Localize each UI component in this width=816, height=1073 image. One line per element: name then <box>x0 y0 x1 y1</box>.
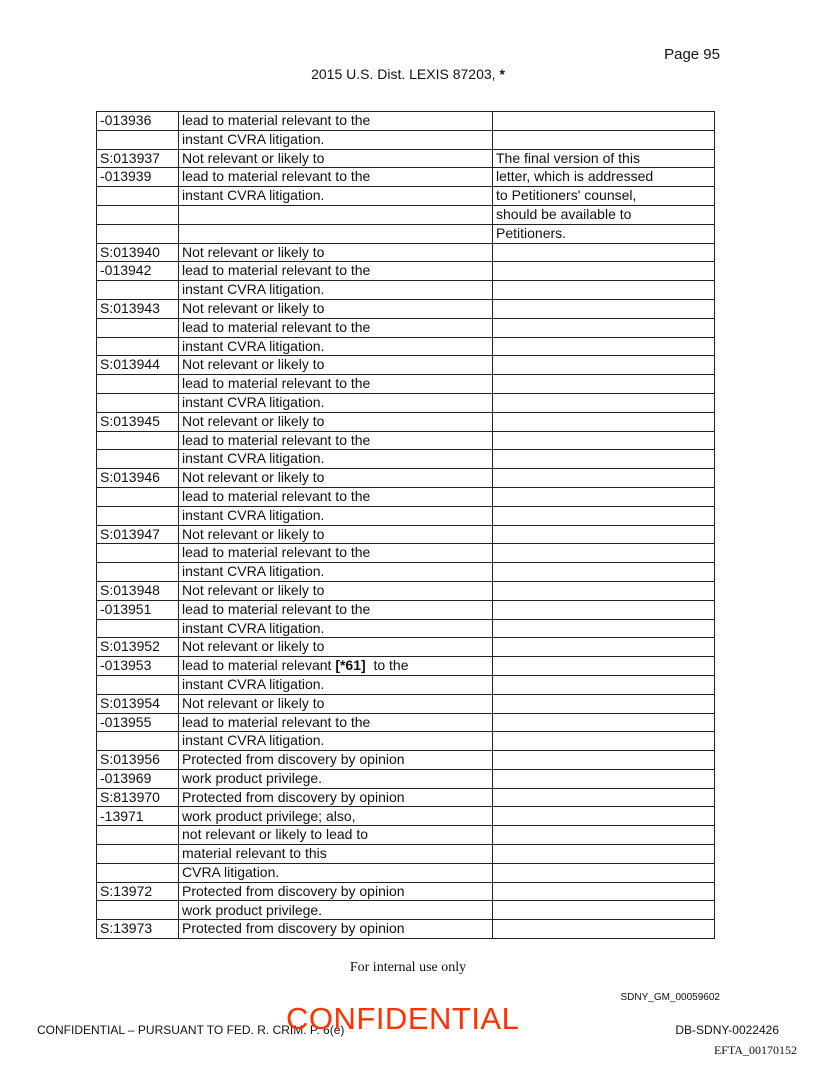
table-row <box>97 845 715 864</box>
page-marker: [*61] <box>335 657 366 674</box>
comment-cell: should be available to <box>493 205 715 224</box>
description-cell: lead to material relevant to the <box>179 487 493 506</box>
bates-cell: S:013944 <box>97 356 179 375</box>
bates-cell: -013969 <box>97 769 179 788</box>
description-cell: work product privilege. <box>179 769 493 788</box>
comment-cell <box>493 243 715 262</box>
bates-cell: -013953 <box>97 657 179 676</box>
efta-number: EFTA_00170152 <box>713 1043 797 1057</box>
table-row <box>97 224 715 243</box>
bates-cell: -013942 <box>97 262 179 281</box>
comment-cell <box>493 694 715 713</box>
page-marker-trailing-text: to the <box>365 657 409 674</box>
table-row <box>97 788 715 807</box>
bates-cell <box>97 130 179 149</box>
table-row <box>97 243 715 262</box>
description-cell: instant CVRA litigation. <box>179 281 493 300</box>
bates-number-db: DB-SDNY-0022426 <box>675 1023 779 1037</box>
table-row <box>97 769 715 788</box>
bates-cell: S:013952 <box>97 638 179 657</box>
bates-cell <box>97 845 179 864</box>
citation-text: 2015 U.S. Dist. LEXIS 87203, <box>311 66 496 82</box>
bates-cell: S:813970 <box>97 788 179 807</box>
description-cell: lead to material relevant to the <box>179 431 493 450</box>
comment-cell <box>493 713 715 732</box>
table-row <box>97 563 715 582</box>
bates-cell <box>97 863 179 882</box>
bates-cell: S:013945 <box>97 412 179 431</box>
page-number: Page 95 <box>664 46 720 63</box>
comment-cell <box>493 262 715 281</box>
bates-cell <box>97 563 179 582</box>
table-row <box>97 187 715 206</box>
comment-cell <box>493 318 715 337</box>
description-cell: Not relevant or likely to <box>179 299 493 318</box>
description-cell: Protected from discovery by opinion <box>179 920 493 939</box>
comment-cell <box>493 337 715 356</box>
comment-cell: Petitioners. <box>493 224 715 243</box>
comment-cell <box>493 807 715 826</box>
bates-cell <box>97 544 179 563</box>
table-row <box>97 675 715 694</box>
table-row <box>97 920 715 939</box>
bates-cell: S:013956 <box>97 751 179 770</box>
table-row <box>97 375 715 394</box>
table-row <box>97 299 715 318</box>
table-row <box>97 506 715 525</box>
description-cell: instant CVRA litigation. <box>179 675 493 694</box>
table-row <box>97 600 715 619</box>
description-cell: Not relevant or likely to <box>179 581 493 600</box>
table-row <box>97 732 715 751</box>
description-cell: work product privilege; also, <box>179 807 493 826</box>
comment-cell <box>493 638 715 657</box>
bates-cell: S:13973 <box>97 920 179 939</box>
table-row <box>97 581 715 600</box>
comment-cell <box>493 826 715 845</box>
table-row <box>97 112 715 131</box>
bates-cell <box>97 732 179 751</box>
bates-cell <box>97 205 179 224</box>
internal-use-note: For internal use only <box>349 960 467 975</box>
table-row <box>97 807 715 826</box>
table-row <box>97 469 715 488</box>
comment-cell <box>493 751 715 770</box>
confidential-stamp: CONFIDENTIAL <box>286 1001 520 1036</box>
comment-cell <box>493 600 715 619</box>
description-cell: not relevant or likely to lead to <box>179 826 493 845</box>
bates-cell <box>97 187 179 206</box>
bates-cell: S:013947 <box>97 525 179 544</box>
bates-cell: -013936 <box>97 112 179 131</box>
comment-cell <box>493 393 715 412</box>
comment-cell <box>493 675 715 694</box>
description-cell: instant CVRA litigation. <box>179 187 493 206</box>
description-cell: lead to material relevant to the <box>179 544 493 563</box>
description-cell: lead to material relevant [*61] to the <box>179 657 493 676</box>
table-row <box>97 694 715 713</box>
description-cell: lead to material relevant to the <box>179 375 493 394</box>
bates-cell <box>97 393 179 412</box>
bates-cell <box>97 375 179 394</box>
table-row <box>97 638 715 657</box>
bates-cell: S:013954 <box>97 694 179 713</box>
description-cell: Not relevant or likely to <box>179 149 493 168</box>
description-cell: Not relevant or likely to <box>179 525 493 544</box>
bates-number-sdny: SDNY_GM_00059602 <box>620 992 720 1003</box>
description-cell: Protected from discovery by opinion <box>179 882 493 901</box>
bates-cell <box>97 431 179 450</box>
bates-cell <box>97 337 179 356</box>
bates-cell <box>97 826 179 845</box>
comment-cell: The final version of this <box>493 149 715 168</box>
comment-cell <box>493 506 715 525</box>
table-row <box>97 130 715 149</box>
table-row <box>97 281 715 300</box>
bates-cell <box>97 619 179 638</box>
table-row <box>97 882 715 901</box>
description-cell: instant CVRA litigation. <box>179 337 493 356</box>
description-cell <box>179 224 493 243</box>
table-row <box>97 450 715 469</box>
description-cell: Not relevant or likely to <box>179 638 493 657</box>
table-row <box>97 751 715 770</box>
comment-cell <box>493 130 715 149</box>
description-cell <box>179 205 493 224</box>
bates-cell <box>97 487 179 506</box>
description-cell: instant CVRA litigation. <box>179 732 493 751</box>
description-cell: instant CVRA litigation. <box>179 450 493 469</box>
comment-cell <box>493 356 715 375</box>
bates-cell <box>97 901 179 920</box>
comment-cell <box>493 882 715 901</box>
table-row <box>97 149 715 168</box>
description-cell: lead to material relevant to the <box>179 168 493 187</box>
description-cell: Protected from discovery by opinion <box>179 751 493 770</box>
description-cell: lead to material relevant to the <box>179 262 493 281</box>
table-row <box>97 863 715 882</box>
description-cell: instant CVRA litigation. <box>179 393 493 412</box>
comment-cell <box>493 412 715 431</box>
table-row <box>97 525 715 544</box>
comment-cell: letter, which is addressed <box>493 168 715 187</box>
description-cell: Not relevant or likely to <box>179 412 493 431</box>
table-row <box>97 262 715 281</box>
comment-cell <box>493 863 715 882</box>
bates-cell <box>97 224 179 243</box>
table-row <box>97 901 715 920</box>
privilege-log-table <box>96 111 715 939</box>
comment-cell <box>493 657 715 676</box>
comment-cell <box>493 920 715 939</box>
description-cell: instant CVRA litigation. <box>179 130 493 149</box>
bates-cell: S:013937 <box>97 149 179 168</box>
bates-cell: S:013940 <box>97 243 179 262</box>
citation-star: * <box>499 66 505 82</box>
bates-cell <box>97 281 179 300</box>
bates-cell <box>97 675 179 694</box>
comment-cell <box>493 450 715 469</box>
description-cell: instant CVRA litigation. <box>179 563 493 582</box>
description-cell: lead to material relevant to the <box>179 713 493 732</box>
bates-cell: -013955 <box>97 713 179 732</box>
table-row <box>97 393 715 412</box>
bates-cell: S:013948 <box>97 581 179 600</box>
comment-cell <box>493 431 715 450</box>
table-row <box>97 168 715 187</box>
comment-cell <box>493 375 715 394</box>
table-row <box>97 412 715 431</box>
comment-cell <box>493 619 715 638</box>
comment-cell <box>493 281 715 300</box>
bates-cell: -013951 <box>97 600 179 619</box>
comment-cell: to Petitioners' counsel, <box>493 187 715 206</box>
table-row <box>97 337 715 356</box>
description-cell: work product privilege. <box>179 901 493 920</box>
bates-cell: S:13972 <box>97 882 179 901</box>
table-row <box>97 205 715 224</box>
description-cell: material relevant to this <box>179 845 493 864</box>
description-cell: Not relevant or likely to <box>179 469 493 488</box>
comment-cell <box>493 299 715 318</box>
table-row <box>97 826 715 845</box>
bates-cell: S:013943 <box>97 299 179 318</box>
bates-cell <box>97 318 179 337</box>
comment-cell <box>493 901 715 920</box>
description-cell: lead to material relevant to the <box>179 112 493 131</box>
table-row <box>97 619 715 638</box>
description-cell: lead to material relevant to the <box>179 600 493 619</box>
description-cell: lead to material relevant to the <box>179 318 493 337</box>
table-row <box>97 318 715 337</box>
comment-cell <box>493 112 715 131</box>
bates-cell: -013939 <box>97 168 179 187</box>
table-row <box>97 431 715 450</box>
table-row <box>97 356 715 375</box>
description-cell: instant CVRA litigation. <box>179 506 493 525</box>
description-cell: CVRA litigation. <box>179 863 493 882</box>
comment-cell <box>493 525 715 544</box>
confidential-notice: CONFIDENTIAL – PURSUANT TO FED. R. CRIM. P. 6(e) <box>37 1023 345 1037</box>
bates-cell <box>97 506 179 525</box>
comment-cell <box>493 544 715 563</box>
bates-cell <box>97 450 179 469</box>
comment-cell <box>493 469 715 488</box>
case-citation <box>0 66 816 82</box>
comment-cell <box>493 487 715 506</box>
comment-cell <box>493 769 715 788</box>
table-row <box>97 713 715 732</box>
description-cell: Not relevant or likely to <box>179 356 493 375</box>
table-row <box>97 487 715 506</box>
description-cell: Protected from discovery by opinion <box>179 788 493 807</box>
comment-cell <box>493 845 715 864</box>
privilege-log-body <box>97 112 715 939</box>
comment-cell <box>493 732 715 751</box>
comment-cell <box>493 581 715 600</box>
comment-cell <box>493 563 715 582</box>
bates-cell: S:013946 <box>97 469 179 488</box>
table-row <box>97 657 715 676</box>
description-cell: instant CVRA litigation. <box>179 619 493 638</box>
description-cell: Not relevant or likely to <box>179 694 493 713</box>
bates-cell: -13971 <box>97 807 179 826</box>
table-row <box>97 544 715 563</box>
description-cell: Not relevant or likely to <box>179 243 493 262</box>
comment-cell <box>493 788 715 807</box>
